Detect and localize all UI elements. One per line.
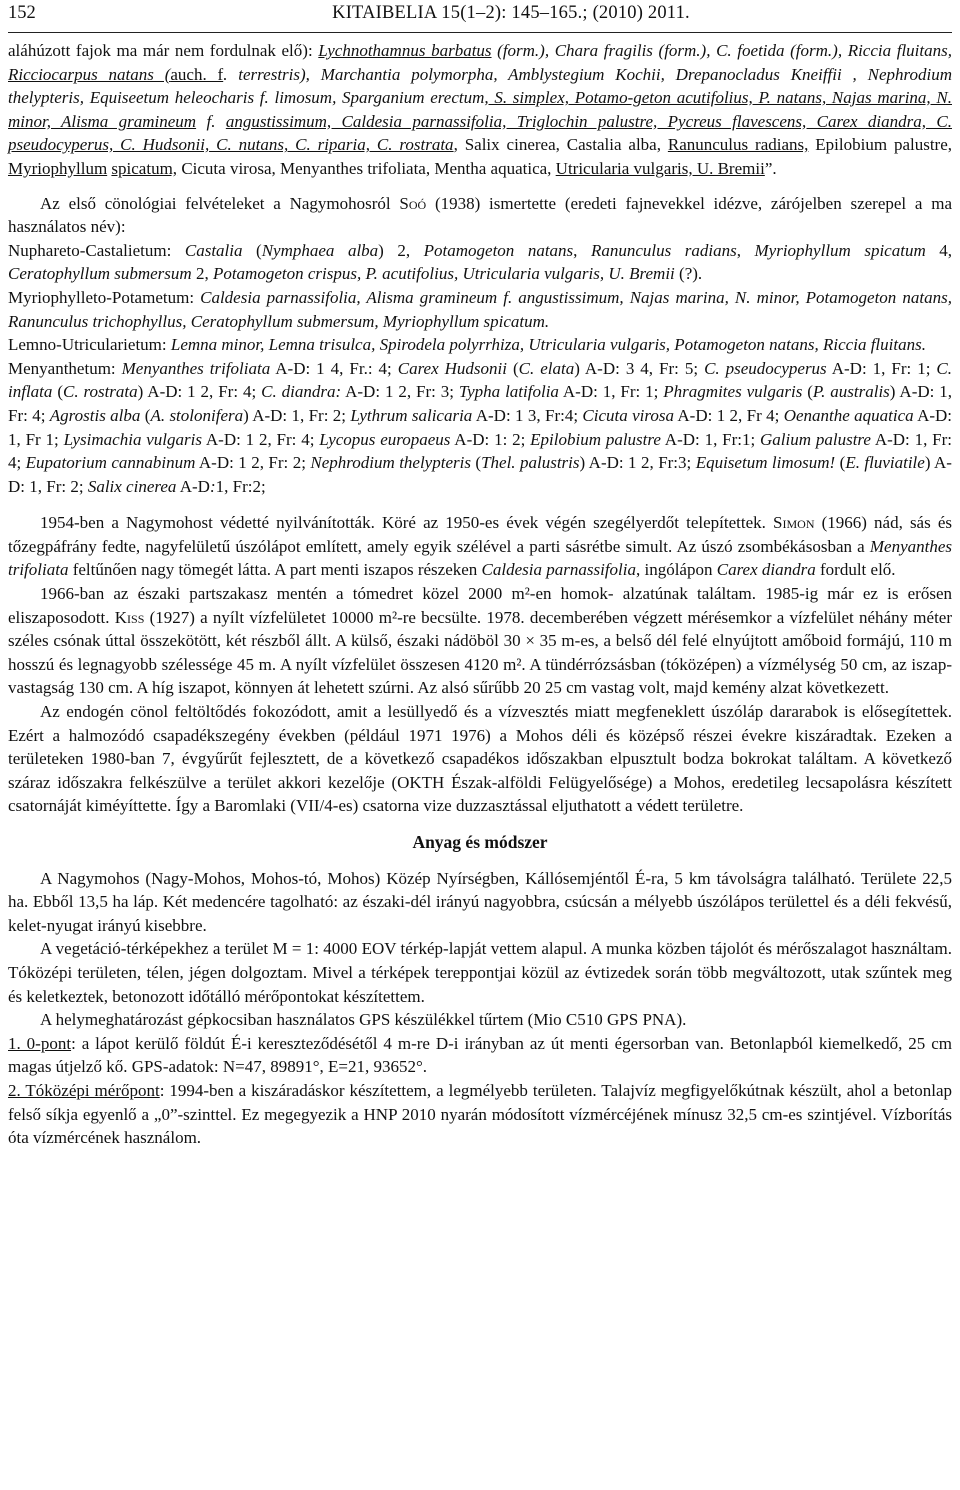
page-number: 152	[8, 3, 36, 23]
endogenous-filling-paragraph: Az endogén cönol feltöltődés fokozódott, amit a lesüllyedő és a vízvesztés miatt megfeneklett úszóláp dararabok is elősegítettek. Ezért a halmozódó csapadékszegény években (például 1971 1976) a Mohos déli és középső részei évekre kiszáradtak. Ezeken a területeken 1980-ban 7, évgyűrűt fejlesztett, de a következő csapadékos időszakban elpusztult bodza bokrokat találtam. A következő száraz időszakra felkészülve a terület akkori kezelője (OKTH Észak-alföldi Felügyelősége) a Mohos, eredetileg lecsapolásra készített csatornáját kiméyíttette. Így a Baromlaki (VII/4-es) csatorna vize duzzasztással eljuthatott a védett területre.	[8, 702, 952, 816]
mapping-method-paragraph: A vegetáció-térképekhez a terület M = 1: 4000 EOV térkép-lapját vettem alapul. A munka közben tájolót és mérőszalagot használtam. Tóközépi területen, télen, jégen dolgoztam. Mivel a térképek tereppontjai közül az évtizedek során több megváltozott, utak szűntek meg és keletkeztek, betonozott időtálló mérőpontokat készítettem.	[8, 939, 952, 1006]
association-myriophylleto-potametum: Myriophylleto-Potametum: Caldesia parnassifolia, Alisma gramineum f. angustissimum, Najas marina, N. minor, Potamogeton natans, Ranunculus trichophyllus, Ceratophyllum submersum, Myriophyllum spicatum.	[8, 287, 952, 331]
association-menyanthetum: Menyanthetum: Menyanthes trifoliata A-D: 1 4, Fr.: 4; Carex Hudsonii (C. elata) A-D: 3 4, Fr: 5; C. pseudocyperus A-D: 1, Fr: 1; C. inflata (C. rostrata) A-D: 1 2, Fr: 4; C. diandra: A-D: 1 2, Fr: 3; Typha latifolia A-D: 1, Fr: 1; Phragmites vulgaris (P. australis) A-D: 1, Fr: 4; Agrostis alba (A. stolonifera) A-D: 1, Fr: 2; Lythrum salicaria A-D: 1 3, Fr:4; Cicuta virosa A-D: 1 2, Fr 4; Oenanthe aquatica A-D: 1, Fr 1; Lysimachia vulgaris A-D: 1 2, Fr: 4; Lycopus europaeus A-D: 1: 2; Epilobium palustre A-D: 1, Fr:1; Galium palustre A-D: 1, Fr: 4; Eupatorium cannabinum A-D: 1 2, Fr: 2; Nephrodium thelypteris (Thel. palustris) A-D: 1 2, Fr:3; Equisetum limosum! (E. fluviatile) A-D: 1, Fr: 2; Salix cinerea A-D:1, Fr:2;	[8, 358, 953, 496]
journal-pages-year: (1–2): 145–165.; (2010) 2011.	[460, 3, 690, 23]
reference-point-2: 2. Tóközépi mérőpont: 1994-ben a kiszáradáskor készítettem, a legmélyebb területen. Talajvíz megfigyelőkútnak készült, ahol a betonlap felső síkja egyenlő a „0”-szinttel. Ez megegyezik a HNP 2010 nyarán módosított vízmércéjének mínusz 32,5 cm-es szintjével. Vízborítás óta vízmércének használom.	[8, 1080, 952, 1148]
association-nuphareto-castalietum: Nuphareto-Castalietum: Castalia (Nymphaea alba) 2, Potamogeton natans, Ranunculus radians, Myriophyllum spicatum 4, Ceratophyllum submersum 2, Potamogeton crispus, P. acutifolius, Utricularia vulgaris, U. Bremii (?).	[8, 240, 953, 284]
gps-method-paragraph: A helymeghatározást gépkocsiban használatos GPS készülékkel tűrtem (Mio C510 GPS PNA).	[40, 1010, 687, 1030]
journal-volume: 15	[441, 3, 461, 23]
page-header	[8, 2, 952, 33]
association-lemno-utricularietum: Lemno-Utricularietum: Lemna minor, Lemna trisulca, Spirodela polyrrhiza, Utricularia vulgaris, Potamogeton natans, Riccia fluitans.	[8, 335, 926, 355]
history-1954-paragraph: 1954-ben a Nagymohost védetté nyilvánították. Köré az 1950-es évek végén szegélyerdőt telepítettek. Simon (1966) nád, sás és tőzegpáfrány fedte, nagyfelületű úszólápot említett, amely egyik szélével a parti sásrétbe simult. Az úszó zsombékásosban a Menyanthes trifoliata feltűnően nagy tömegét látta. A part menti iszapos részeken Caldesia parnassifolia, ingólápon Carex diandra fordult elő.	[8, 513, 952, 580]
study-area-paragraph: A Nagymohos (Nagy-Mohos, Mohos-tó, Mohos) Közép Nyírségben, Kállósemjéntől É-ra, 5 km távolságra található. Területe 22,5 ha. Ebből 13,5 ha láp. Két medencére tagolható: az északi-dél irányú nagyobbra, csúcsán a mélyebb úszólápos területtel és a déli fekvésű, kelet-nyugat irányú kisebbre.	[8, 868, 952, 935]
history-1966-paragraph: 1966-ban az északi partszakasz mentén a tómedret közel 2000 m²-en homok- alzatúnak találtam. 1985-ig már ez is erősen eliszaposodott. Kiss (1927) a nyílt vízfelületet 10000 m²-re becsülte. 1978. decemberében végzett mérésemkor a vízfelület néhány méter széles csónak úttal összekötött, két részből állt. A külső, északi nádöböl 30 × 35 m-es, a belső dél felé elnyújtott amőboid formájú, 110 m hosszú és legnagyobb szélessége 45 m. A nyílt vízfelület összesen 4120 m². A tündérrózsásban (tóközépen) a vízmélység 50 cm, az iszap-vastagság 130 cm. A híg iszapot, könnyen át lehetett szúrni. Az alsó sűrűbb 20 25 cm vastag volt, majd kemény alzat következett.	[8, 584, 952, 698]
section-title: Anyag és módszer	[412, 832, 548, 852]
reference-point-1: 1. 0-pont: a lápot kerülő földút É-i kereszteződésétől 4 m-re D-i irányban az út menti égersorban van. Betonlapból kiemelkedő, 25 cm magas útjelző kő. GPS-adatok: N=47, 89891°, E=21, 93652°.	[8, 1033, 952, 1077]
species-list-paragraph: aláhúzott fajok ma már nem fordulnak elő): Lychnothamnus barbatus (form.), Chara fragilis (form.), C. foetida (form.), Riccia fluitans, Ricciocarpus natans (auch. f. terrestris), Marchantia polymorpha, Amblystegium Kochii, Drepanocladus Kneiffii , Nephrodium thelypteris, Equiseetum heleocharis f. limosum, Sparganium erectum, S. simplex, Potamo-geton acutifolius, P. natans, Najas marina, N. minor, Alisma gramineum f. angustissimum, Caldesia parnassifolia, Triglochin palustre, Pycreus flavescens, Carex diandra, C. pseudocyperus, C. Hudsonii, C. nutans, C. riparia, C. rostrata, Salix cinerea, Castalia alba, Ranunculus radians, Epilobium palustre, Myriophyllum spicatum, Cicuta virosa, Menyanthes trifoliata, Mentha aquatica, Utricularia vulgaris, U. Bremii”.	[8, 41, 953, 178]
journal-citation	[70, 2, 952, 26]
journal-name: KITAIBELIA	[332, 3, 442, 23]
intro-cenology-paragraph: Az első cönológiai felvételeket a Nagymohosról Soó (1938) ismertette (eredeti fajnevekkel idézve, zárójelben szerepel a ma használatos név):	[8, 193, 952, 237]
